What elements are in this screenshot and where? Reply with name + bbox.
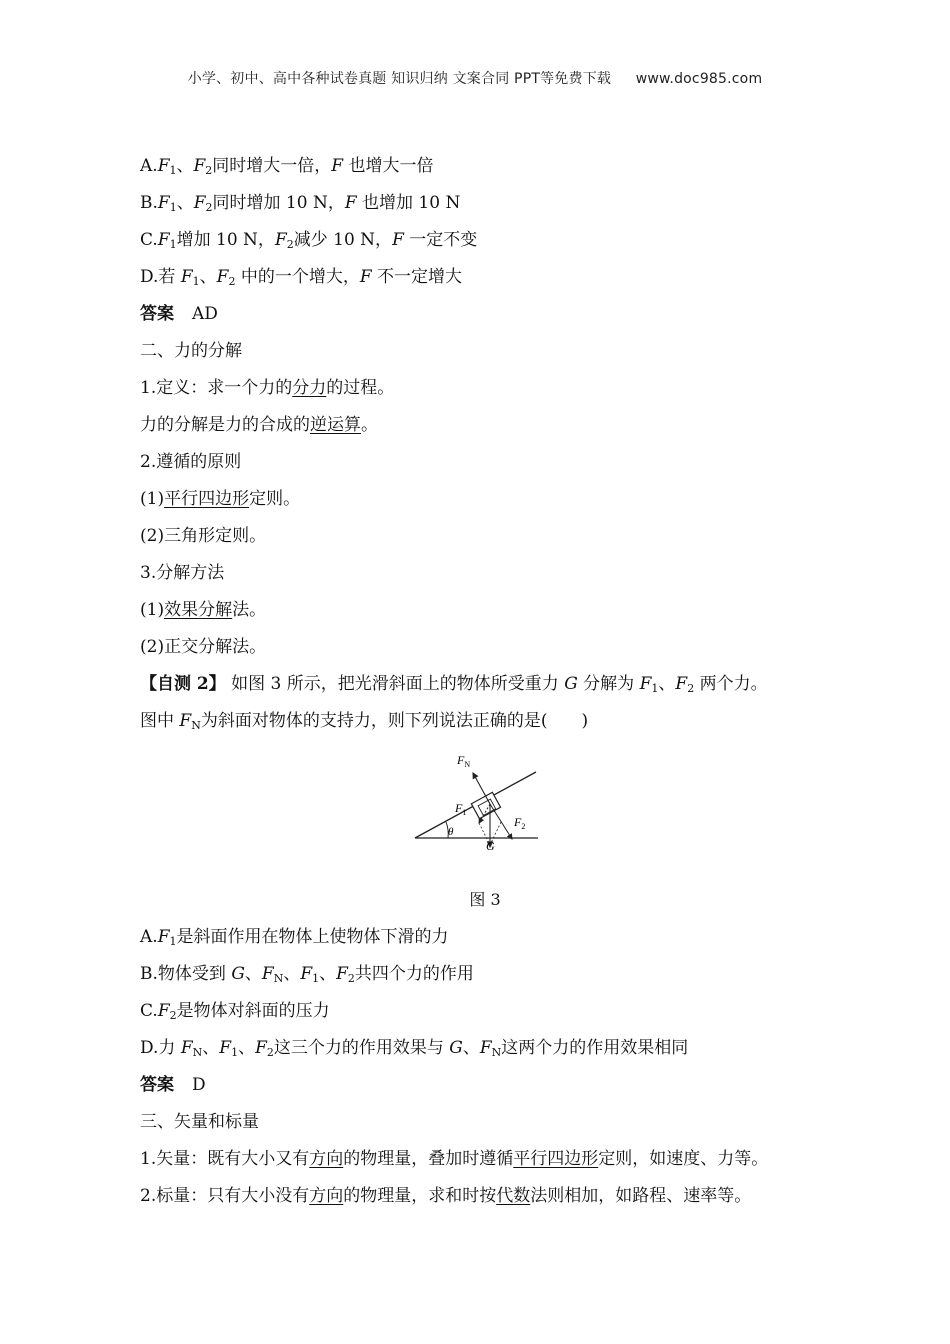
method-1: (1)效果分解法。: [140, 600, 267, 620]
g-label: G: [486, 839, 495, 853]
definition-line: 1.定义：求一个力的分力的过程。: [140, 378, 395, 398]
document-body: [140, 148, 830, 1215]
answer-label: 答案: [140, 1075, 174, 1095]
q1-option-b: $B.F_1$、$F_2$同时增加 10 N，F 也增加 10 N: [140, 193, 461, 214]
section2-title: 二、力的分解: [140, 341, 242, 361]
inverse-line: 力的分解是力的合成的逆运算。: [140, 415, 378, 435]
f2-arrow: [490, 804, 512, 839]
figure-caption: 图 3: [469, 890, 501, 909]
incline-figure: [140, 740, 830, 885]
f2-label: $F_2$: [514, 815, 526, 831]
answer-value: AD: [192, 304, 218, 324]
q2-option-d: D.力 $F_N$、$F_1$、$F_2$这三个力的作用效果与 G、$F_N$这两个力的作用效果相同: [140, 1038, 689, 1059]
principle-1: (1)平行四边形定则。: [140, 489, 301, 509]
fn-label: $F_N$: [457, 753, 471, 769]
header-text: 小学、初中、高中各种试卷真题 知识归纳 文案合同 PPT等免费下载: [187, 71, 612, 87]
q2-option-b: B.物体受到 G、$F_N$、$F_1$、$F_2$共四个力的作用: [140, 964, 474, 985]
f1-label: $F_1$: [455, 801, 467, 817]
principle-2: (2)三角形定则。: [140, 526, 267, 546]
method-2: (2)正交分解法。: [140, 637, 267, 657]
incline-diagram: [410, 742, 545, 882]
section3-title: 三、矢量和标量: [140, 1112, 259, 1132]
q2-tag: 【自测 2】: [140, 674, 226, 694]
q2-answer: [140, 1067, 830, 1104]
q2-option-a: $A.F_1$是斜面作用在物体上使物体下滑的力: [140, 927, 449, 948]
page-header: [0, 68, 950, 88]
method-title: 3.分解方法: [140, 563, 225, 583]
q2-option-c: $C.F_2$是物体对斜面的压力: [140, 1001, 330, 1022]
q1-option-c: $C.F_1$增加 10 N，$F_2$减少 10 N，F 一定不变: [140, 230, 478, 251]
q2-stem-2: 图中 $F_N$为斜面对物体的支持力，则下列说法正确的是( ): [140, 711, 589, 732]
scalar-definition: 2.标量：只有大小没有方向的物理量，求和时按代数法则相加，如路程、速率等。: [140, 1186, 752, 1206]
vector-definition: 1.矢量：既有大小又有方向的物理量，叠加时遵循平行四边形定则，如速度、力等。: [140, 1149, 769, 1169]
header-url[interactable]: www.doc985.com: [635, 71, 763, 87]
principle-title: 2.遵循的原则: [140, 452, 242, 472]
q1-answer: [140, 296, 830, 333]
theta-label: θ: [448, 826, 454, 838]
q1-option-d: D.若 $F_1$、$F_2$ 中的一个增大，F 不一定增大: [140, 267, 463, 288]
answer-value: D: [192, 1075, 206, 1095]
answer-label: 答案: [140, 304, 174, 324]
q1-option-a: $A.F_1$、$F_2$同时增大一倍，F 也增大一倍: [140, 156, 434, 177]
q2-stem-1: 【自测 2】 如图 3 所示，把光滑斜面上的物体所受重力 G 分解为 $F_1$、$F_2$ 两个力。: [140, 674, 768, 695]
